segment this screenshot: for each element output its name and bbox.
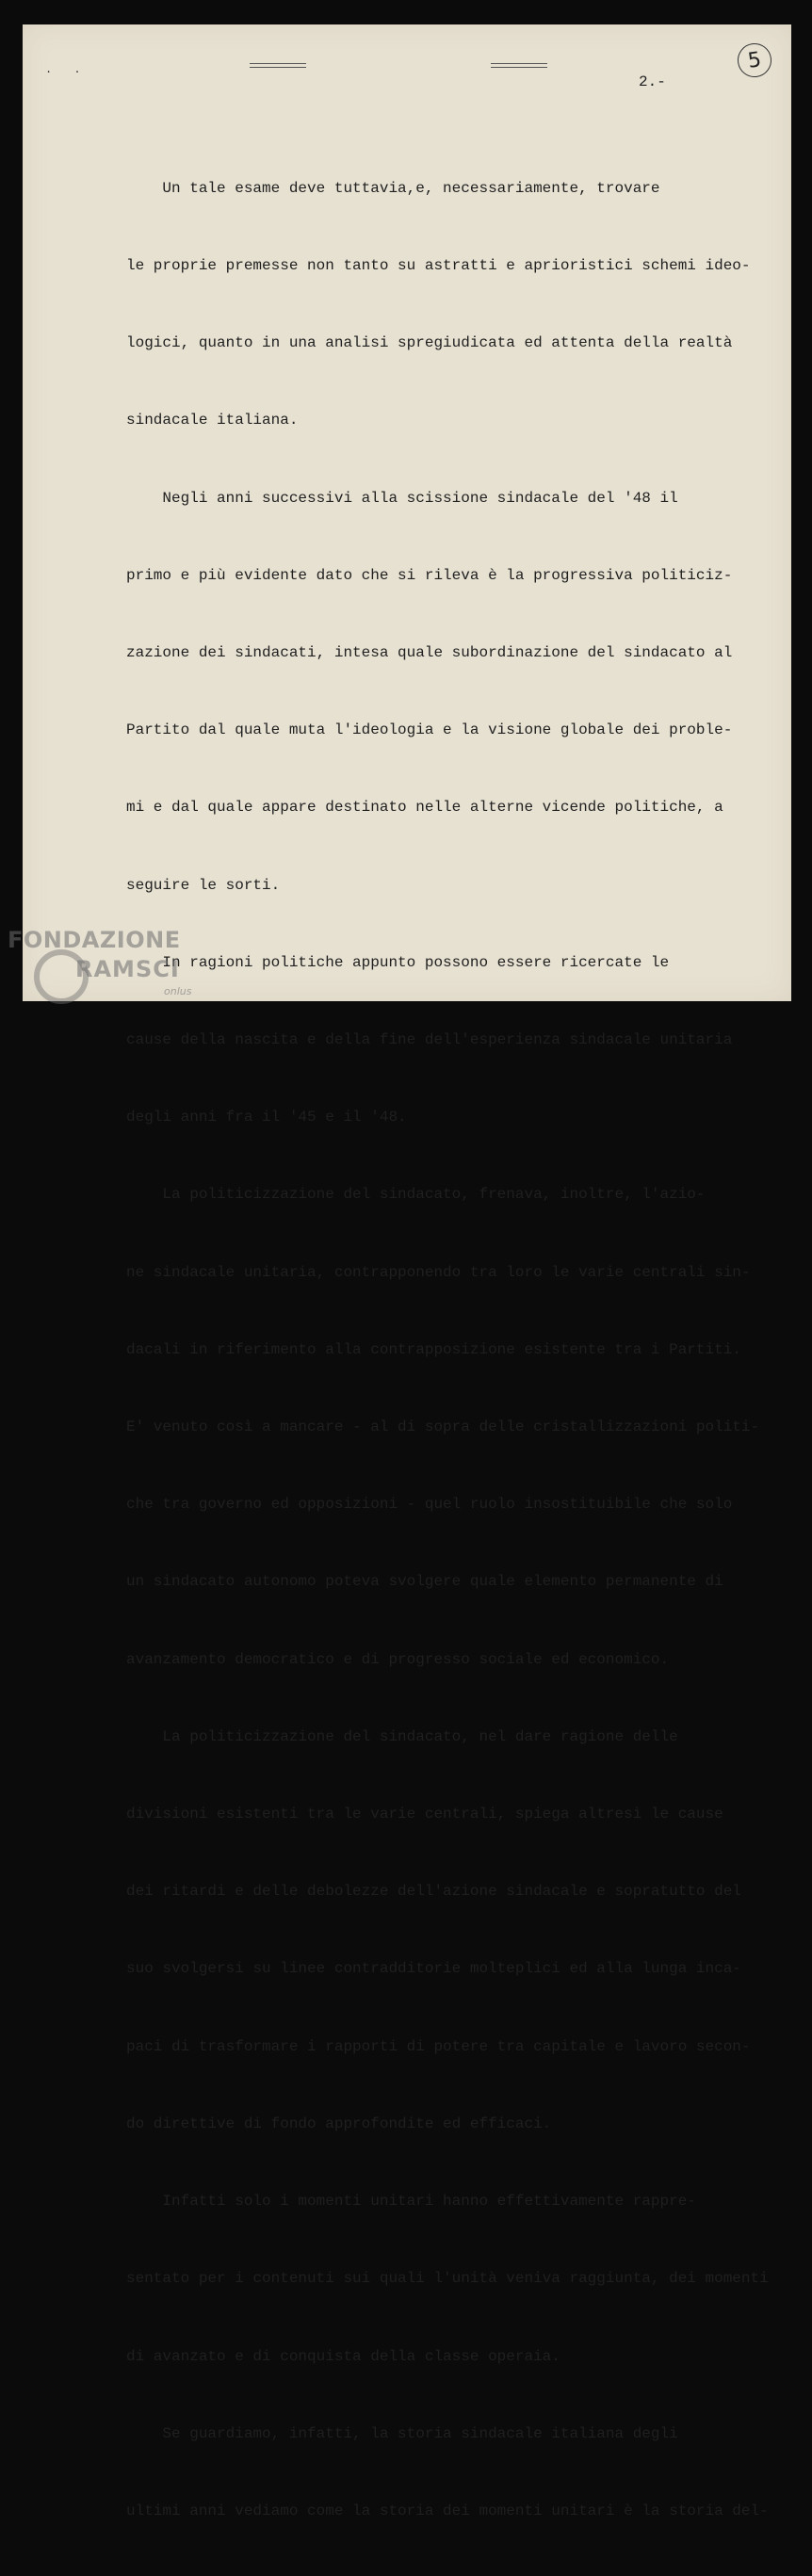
text-line: suo svolgersi su linee contradditorie molteplici ed alla lunga inca- xyxy=(126,1960,741,1978)
text-line: Un tale esame deve tuttavia,e, necessariamente, trovare xyxy=(126,179,660,197)
text-line: Infatti solo i momenti unitari hanno effettivamente rappre- xyxy=(126,2193,696,2211)
watermark-line-2: RAMSCI xyxy=(75,956,180,982)
text-line: avanzamento democratico e di progresso sociale ed economico. xyxy=(126,1650,670,1668)
typewritten-body xyxy=(126,124,786,2576)
header-rule-left xyxy=(250,63,306,69)
text-line: In ragioni politiche appunto possono essere ricercate le xyxy=(126,953,670,971)
text-line: primo e più evidente dato che si rileva è la progressiva politiciz- xyxy=(126,566,733,584)
text-line: dacali in riferimento alla contrapposizione esistente tra i Partiti. xyxy=(126,1340,741,1358)
watermark-line-1: FONDAZIONE xyxy=(8,927,181,953)
page-number: 2.- xyxy=(639,73,666,90)
document-page xyxy=(23,24,791,2519)
text-line: divisioni esistenti tra le varie centrali, spiega altresì le cause xyxy=(126,1806,723,1823)
text-line: sindacale italiana. xyxy=(126,412,299,429)
text-line: paci di trasformare i rapporti di potere tra capitale e lavoro secon- xyxy=(126,2037,751,2055)
text-line: zazione dei sindacati, intesa quale subordinazione del sindacato al xyxy=(126,644,733,662)
text-line: che tra governo ed opposizioni - quel ruolo insostituibile che solo xyxy=(126,1496,733,1514)
watermark-line-3: onlus xyxy=(164,985,192,997)
watermark-logo xyxy=(8,927,224,1012)
text-line: La politicizzazione del sindacato, frenava, inoltre, l'azio- xyxy=(126,1186,706,1204)
ink-specks: . . xyxy=(45,63,89,76)
text-line: logici, quanto in una analisi spregiudicata ed attenta della realtà xyxy=(126,334,733,352)
text-line: le proprie premesse non tanto su astratti e aprioristici schemi ideo- xyxy=(126,257,751,275)
text-line: La politicizzazione del sindacato, nel dare ragione delle xyxy=(126,1727,678,1745)
text-line: ultimi anni vediamo come la storia dei momenti unitari è la storia del- xyxy=(126,2502,769,2519)
header-rule-right xyxy=(491,63,547,69)
text-line: E' venuto così a mancare - al di sopra delle cristallizzazioni politi- xyxy=(126,1418,760,1436)
text-line: ne sindacale unitaria, contrapponendo tra loro le varie centrali sin- xyxy=(126,1263,751,1281)
text-line: cause della nascita e della fine dell'esperienza sindacale unitaria xyxy=(126,1031,733,1049)
text-line: mi e dal quale appare destinato nelle alterne vicende politiche, a xyxy=(126,799,723,817)
text-line: seguire le sorti. xyxy=(126,876,281,894)
text-line: degli anni fra il '45 e il '48. xyxy=(126,1109,407,1126)
text-line: Se guardiamo, infatti, la storia sindacale italiana degli xyxy=(126,2424,678,2442)
text-line: un sindacato autonomo poteva svolgere quale elemento permanente di xyxy=(126,1573,723,1591)
text-line: di avanzato e di conquista della classe operaia. xyxy=(126,2347,560,2365)
text-line: sentato per i contenuti sui quali l'unità veniva raggiunta, dei momenti xyxy=(126,2270,769,2288)
circled-sheet-number: 5 xyxy=(736,41,774,80)
text-line: do direttive di fondo approfondite ed efficaci. xyxy=(126,2114,552,2132)
text-line: Negli anni successivi alla scissione sindacale del '48 il xyxy=(126,489,678,507)
text-line: dei ritardi e delle debolezze dell'azione sindacale e sopratutto del xyxy=(126,1883,741,1901)
text-line: Partito dal quale muta l'ideologia e la visione globale dei proble- xyxy=(126,721,733,739)
